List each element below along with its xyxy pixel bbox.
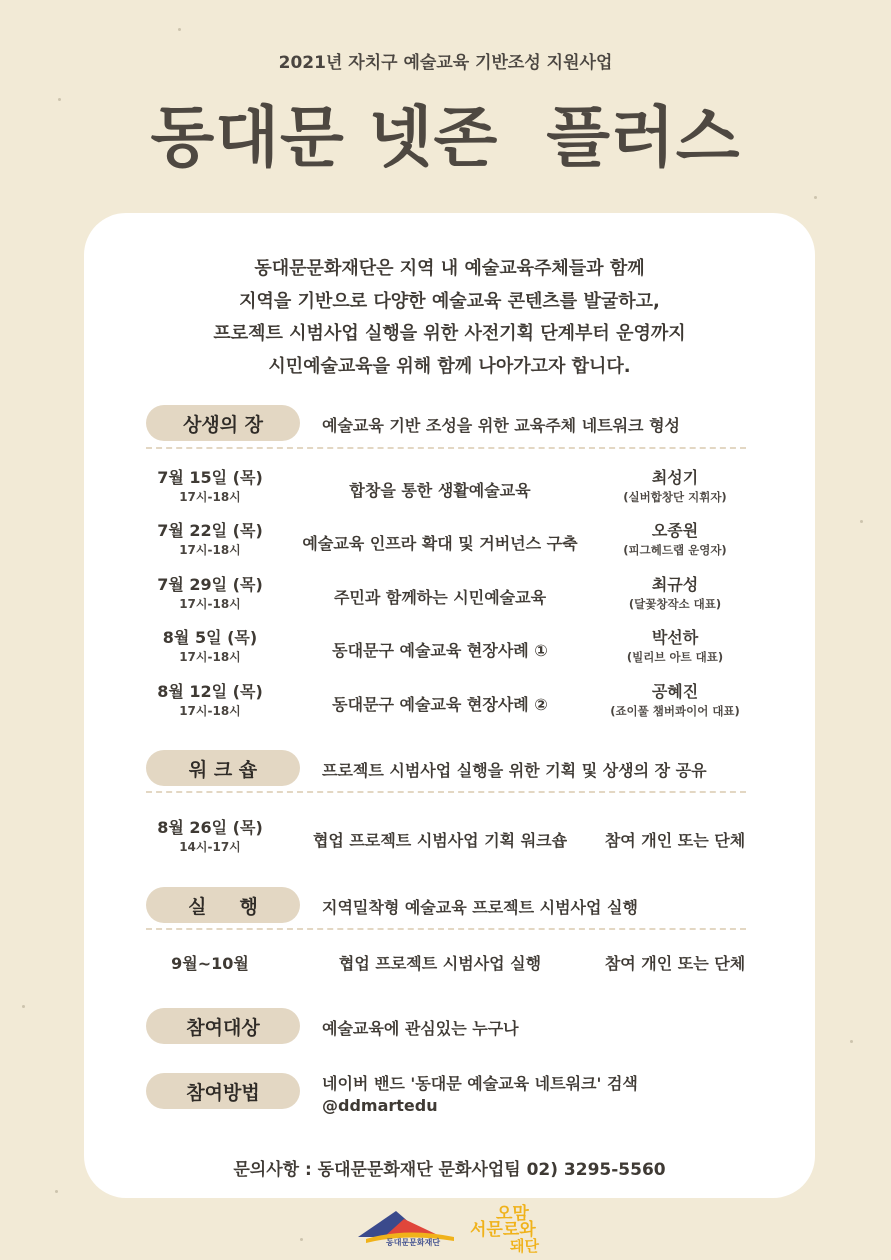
schedule-row — [84, 938, 815, 990]
section-label-method: 참여방법 — [146, 1073, 300, 1109]
session-topic: 합창을 통한 생활예술교육 — [349, 481, 531, 500]
schedule-row — [84, 572, 815, 624]
method-line: 네이버 밴드 '동대문 예술교육 네트워크' 검색 — [322, 1074, 638, 1093]
session-date: 9월~10월 — [171, 954, 249, 973]
session-time: 17시-18시 — [179, 597, 241, 611]
section-label-sangsaeng: 상생의 장 — [146, 405, 300, 441]
schedule-row — [84, 518, 815, 570]
session-topic: 예술교육 인프라 확대 및 거버넌스 구축 — [302, 534, 578, 553]
background-speck — [814, 196, 817, 199]
foundation-logo — [356, 1207, 466, 1251]
foundation-logo-text: 동대문문화재단 — [386, 1238, 441, 1247]
schedule-row — [84, 815, 815, 867]
session-date: 8월 26일 (목) — [157, 818, 263, 837]
section-desc-workshop: 프로젝트 시범사업 실행을 위한 기획 및 상생의 장 공유 — [322, 761, 707, 780]
background-speck — [860, 520, 863, 523]
city-logo-text: 돼단 — [510, 1237, 539, 1255]
section-label-execution: 실 행 — [146, 887, 300, 923]
intro-line: 동대문문화재단은 지역 내 예술교육주체들과 함께 — [254, 258, 645, 279]
city-logo-text: 오맘 — [496, 1204, 529, 1224]
session-time: 17시-18시 — [179, 704, 241, 718]
page-subtitle: 2021년 자치구 예술교육 기반조성 지원사업 — [278, 53, 613, 73]
background-speck — [55, 1190, 58, 1193]
section-desc-execution: 지역밀착형 예술교육 프로젝트 시범사업 실행 — [322, 898, 638, 917]
intro-line: 시민예술교육을 위해 함께 나아가고자 합니다. — [268, 355, 631, 377]
dashed-divider — [146, 791, 746, 793]
city-logo — [470, 1206, 556, 1256]
session-time: 17시-18시 — [179, 543, 241, 557]
city-logo-text: 서문로와 — [470, 1220, 536, 1240]
session-date: 7월 15일 (목) — [157, 468, 263, 487]
session-date: 8월 12일 (목) — [157, 682, 263, 701]
speaker-name: 박선하 — [651, 628, 699, 647]
session-topic: 동대문구 예술교육 현장사례 ① — [332, 641, 548, 660]
intro-line: 프로젝트 시범사업 실행을 위한 사전기획 단계부터 운영까지 — [213, 323, 686, 344]
speaker-name: 최규성 — [651, 575, 699, 594]
session-date: 7월 22일 (목) — [157, 521, 263, 540]
content-card — [84, 213, 815, 1198]
session-time: 14시-17시 — [179, 840, 241, 854]
session-time: 17시-18시 — [179, 490, 241, 504]
dashed-divider — [146, 928, 746, 930]
speaker-role: (피그헤드랩 운영자) — [623, 543, 727, 557]
participants: 참여 개인 또는 단체 — [604, 954, 746, 973]
method-handle: @ddmartedu — [322, 1096, 438, 1115]
dashed-divider — [146, 447, 746, 449]
background-speck — [178, 28, 181, 31]
session-topic: 협업 프로젝트 시범사업 실행 — [338, 954, 542, 973]
speaker-role: (달꽃창작소 대표) — [628, 597, 722, 611]
background-speck — [300, 1238, 303, 1241]
schedule-row — [84, 625, 815, 677]
speaker-role: (실버합창단 지휘자) — [623, 490, 727, 504]
speaker-role: (빌리브 아트 대표) — [626, 650, 724, 664]
session-topic: 협업 프로젝트 시범사업 기획 워크숍 — [312, 831, 568, 850]
background-speck — [850, 1040, 853, 1043]
session-time: 17시-18시 — [179, 650, 241, 664]
section-label-target: 참여대상 — [146, 1008, 300, 1044]
contact-info: 문의사항 : 동대문문화재단 문화사업팀 02) 3295-5560 — [233, 1160, 666, 1180]
speaker-name: 오종원 — [651, 521, 699, 540]
section-desc-sangsaeng: 예술교육 기반 조성을 위한 교육주체 네트워크 형성 — [322, 416, 680, 435]
participants: 참여 개인 또는 단체 — [604, 831, 746, 850]
session-date: 7월 29일 (목) — [157, 575, 263, 594]
schedule-row — [84, 465, 815, 517]
intro-line: 지역을 기반으로 다양한 예술교육 콘텐츠를 발굴하고, — [239, 290, 660, 312]
background-speck — [22, 1005, 25, 1008]
session-topic: 주민과 함께하는 시민예술교육 — [333, 588, 547, 607]
session-date: 8월 5일 (목) — [162, 628, 258, 647]
page-title: 동대문 넷존 플러스 — [150, 99, 741, 176]
speaker-role: (죠이풀 챔버콰이어 대표) — [610, 704, 740, 718]
session-topic: 동대문구 예술교육 현장사례 ② — [332, 695, 548, 714]
target-desc: 예술교육에 관심있는 누구나 — [322, 1019, 519, 1038]
section-label-workshop: 워 크 숍 — [146, 750, 300, 786]
schedule-row — [84, 679, 815, 731]
method-desc — [322, 1073, 638, 1117]
speaker-name: 최성기 — [651, 468, 699, 487]
intro-text — [84, 253, 815, 383]
speaker-name: 공혜진 — [651, 682, 699, 701]
